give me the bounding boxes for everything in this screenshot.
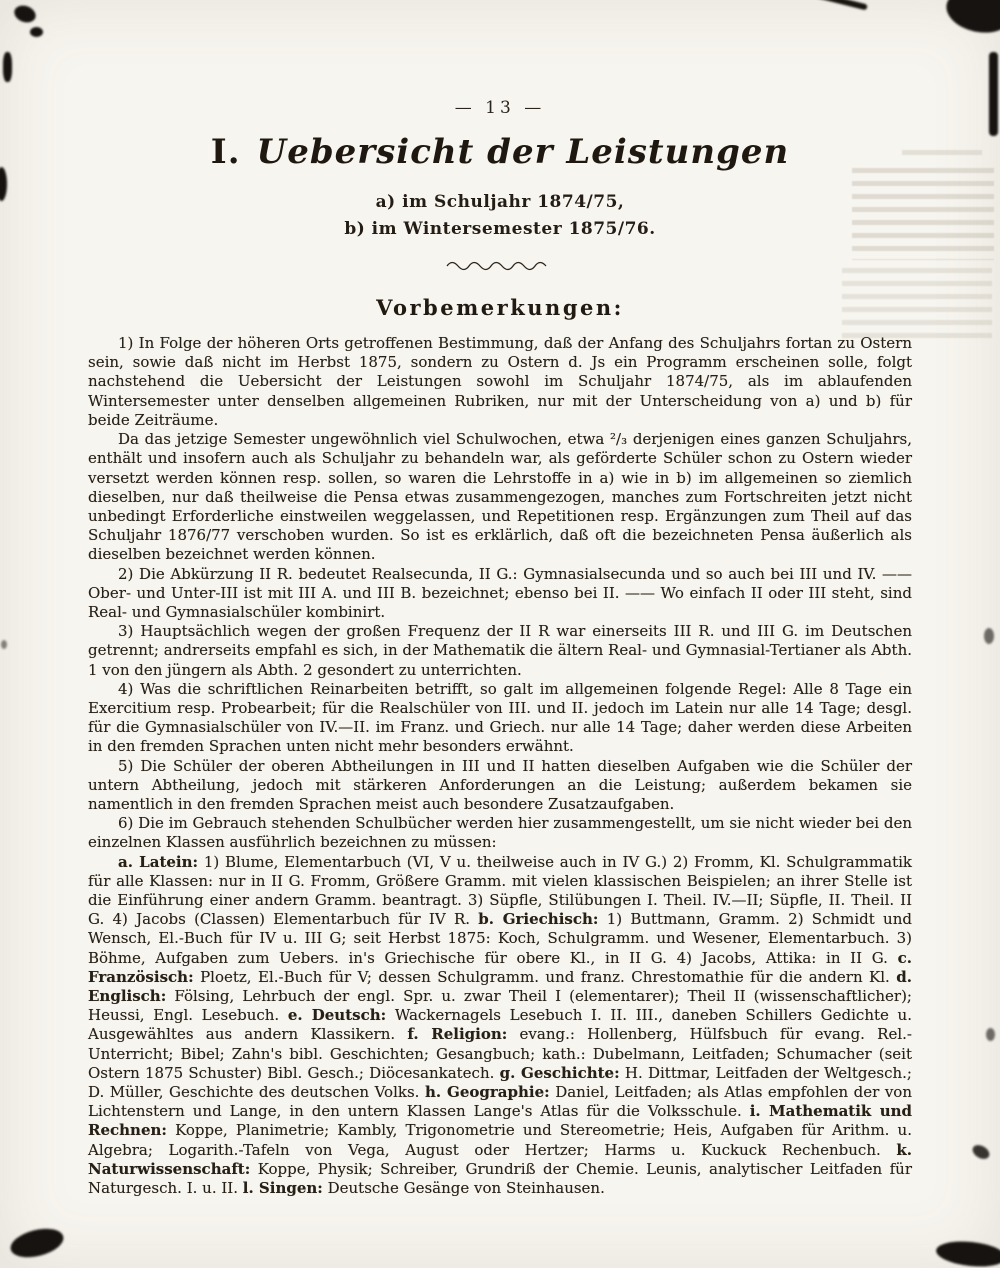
scan-artifact xyxy=(989,52,998,136)
scan-artifact xyxy=(942,0,1000,38)
book-category-text-griechisch: 1) Buttmann, Gramm. 2) Schmidt und Wensch, El.-Buch für IV u. III G; seit Herbst 1875: Koch, Schulgramm. und Wesener, Elementarbuch. 3) Böhme, Aufgaben zum Uebers. in's Griechische für obere Kl., in II G. 4) Jacobs, Attika: in II G. xyxy=(88,910,912,967)
scan-artifact xyxy=(30,27,43,37)
paragraph-1-continuation: Da das jetzige Semester ungewöhnlich viel Schulwochen, etwa ²/₃ derjenigen eines ganzen Schuljahrs, enthält und insofern auch als Schuljahr zu behandeln war, als geförderte Schüler schon zu Ostern wieder versetzt werden können resp. sollen, so waren die Lehrstoffe in a) wie in b) im allgemeinen so ziemlich dieselben, nur daß theilweise die Pensa etwas zusammengezogen, manches zum Fortschreiten jetzt nicht unbedingt Erforderliche einstweilen weggelassen, und Repetitionen resp. Ergänzungen zum Theil auf das Schuljahr 1876/77 verschoben wurden. So ist es erklärlich, daß oft die bezeichneten Pensa äußerlich als dieselben bezeichnet werden können. xyxy=(88,430,912,564)
schoolbook-list-paragraph xyxy=(88,853,912,1199)
scan-artifact xyxy=(0,167,7,201)
book-category-text-mathematik: Koppe, Planimetrie; Kambly, Trigonometrie und Stereometrie; Heis, Aufgaben für Arithm. u. Algebra; Logarith.-Tafeln von Vega, August oder Hertzer; Harms u. Kuckuck Rechenbuch. xyxy=(88,1121,912,1159)
book-category-label-geschichte: g. Geschichte: xyxy=(499,1063,620,1082)
squiggle-line-icon xyxy=(445,261,555,271)
scan-artifact xyxy=(806,0,868,10)
book-category-label-latein: a. Latein: xyxy=(118,852,199,871)
scan-artifact xyxy=(970,1142,992,1161)
book-category-label-singen: l. Singen: xyxy=(242,1179,323,1198)
squiggle-divider xyxy=(88,256,912,275)
book-category-label-franzoesisch: c. Französisch: xyxy=(88,948,912,986)
paragraph-2: 2) Die Abkürzung II R. bedeutet Realsecunda, II G.: Gymnasialsecunda und so auch bei III und IV. —— Ober- und Unter-III ist mit III A. und III B. bezeichnet; ebenso bei II. —— Wo einfach II oder III steht, sind Real- und Gymnasialschüler kombinirt. xyxy=(88,564,912,621)
bleed-through-text xyxy=(902,150,982,162)
paragraph-3: 3) Hauptsächlich wegen der großen Frequenz der II R war einerseits III R. und III G. im Deutschen getrennt; andrerseits empfahl es sich, in der Mathematik die ältern Real- und Gymnasial-Tertianer als Abth. 1 von den jüngern als Abth. 2 gesondert zu unterrichten. xyxy=(88,622,912,679)
book-category-label-mathematik: i. Mathematik und Rechnen: xyxy=(88,1102,912,1140)
book-category-text-singen: Deutsche Gesänge von Steinhausen. xyxy=(327,1179,605,1198)
scan-artifact xyxy=(984,628,994,644)
book-category-text-religion: evang.: Hollenberg, Hülfsbuch für evang. Rel.-Unterricht; Bibel; Zahn's bibl. Geschichten; Gesangbuch; kath.: Dubelmann, Leitfaden; Schumacher (seit Ostern 1875 Schuster) Bibl. Gesch.; Diöcesankatech. xyxy=(88,1025,912,1082)
book-category-label-geographie: h. Geographie: xyxy=(424,1083,550,1101)
scan-artifact xyxy=(986,1028,995,1041)
subtitle-wintersemester: b) im Wintersemester 1875/76. xyxy=(344,218,656,239)
scan-artifact xyxy=(935,1238,1000,1268)
paragraph-6-intro: 6) Die im Gebrauch stehenden Schulbücher werden hier zusammengestellt, um sie nicht wieder bei den einzelnen Klassen ausführlich bezeichnen zu müssen: xyxy=(88,814,912,852)
paragraph-5: 5) Die Schüler der oberen Abtheilungen in III und II hatten dieselben Aufgaben wie die Schüler der untern Abtheilung, jedoch mit stärkeren Anforderungen an die Leistung; außerdem bekamen sie namentlich in den fremden Sprachen meist auch besondere Zusatzaufgaben. xyxy=(88,756,912,813)
scan-artifact xyxy=(12,3,38,26)
book-category-label-griechisch: b. Griechisch: xyxy=(478,910,599,929)
page-title xyxy=(88,134,912,171)
subtitle-schuljahr: a) im Schuljahr 1874/75, xyxy=(375,192,625,213)
book-category-text-franzoesisch: Ploetz, El.-Buch für V; dessen Schulgramm. und franz. Chrestomathie für die andern Kl. xyxy=(200,967,890,986)
book-category-text-latein: 1) Blume, Elementarbuch (VI, V u. theilweise auch in IV G.) 2) Fromm, Kl. Schulgrammatik für alle Klassen: nur in II G. Fromm, Größere Gramm. mit vielen klassischen Beispielen; an ihrer Stelle ist die Einführung einer andern Gramm. beantragt. 3) Süpfle, Stilübungen I. Theil. IV.—II; Süpfle, II. Theil. II G. 4) Jacobs (Classen) Elementarbuch für IV R. xyxy=(88,852,912,929)
book-category-label-englisch: d. Englisch: xyxy=(88,967,912,1005)
book-category-label-religion: f. Religion: xyxy=(407,1025,508,1044)
scan-artifact xyxy=(1,640,7,649)
book-category-label-deutsch: e. Deutsch: xyxy=(287,1006,387,1025)
section-title-text: Uebersicht der Leistungen xyxy=(256,132,790,172)
book-category-text-geschichte: H. Dittmar, Leitfaden der Weltgesch.; D. Müller, Geschichte des deutschen Volks. xyxy=(88,1063,912,1101)
book-category-text-naturwissenschaft: Koppe, Physik; Schreiber, Grundriß der Chemie. Leunis, analytischer Leitfaden für Naturgesch. I. u. II. xyxy=(88,1159,912,1198)
page-content xyxy=(88,98,912,1198)
book-category-text-geographie: Daniel, Leitfaden; als Atlas empfohlen der von Lichtenstern und Lange, in den untern Klassen Lange's Atlas für die Volksschule. xyxy=(88,1083,912,1121)
book-category-text-englisch: Fölsing, Lehrbuch der engl. Spr. u. zwar Theil I (elementarer); Theil II (wissenschaftlicher); Heussi, Engl. Lesebuch. xyxy=(88,986,912,1025)
paragraph-1: 1) In Folge der höheren Orts getroffenen Bestimmung, daß der Anfang des Schuljahrs fortan zu Ostern sein, sowie daß nicht im Herbst 1875, sondern zu Ostern d. Js ein Programm erscheinen solle, folgt nachstehend die Uebersicht der Leistungen sowohl im Schuljahr 1874/75, als im ablaufenden Wintersemester unter denselben allgemeinen Rubriken, nur mit der Unterscheidung von a) und b) für beide Zeiträume. xyxy=(88,334,912,429)
book-category-text-deutsch: Wackernagels Lesebuch I. II. III., daneben Schillers Gedichte u. Ausgewähltes aus andern Klassikern. xyxy=(88,1006,912,1044)
scan-artifact xyxy=(3,52,12,82)
section-heading: Vorbemerkungen: xyxy=(376,295,624,321)
scan-artifact xyxy=(8,1224,67,1262)
section-numeral: I. xyxy=(210,132,241,172)
book-category-label-naturwissenschaft: k. Naturwissenschaft: xyxy=(88,1140,912,1178)
page-number: — 13 — xyxy=(454,98,546,118)
paragraph-4: 4) Was die schriftlichen Reinarbeiten betrifft, so galt im allgemeinen folgende Regel: Alle 8 Tage ein Exercitium resp. Probearbeit; für die Realschüler von III. und II. jedoch im Latein nur alle 14 Tage; desgl. für die Gymnasialschüler von IV.—II. im Franz. und Griech. nur alle 14 Tage; daher werden diese Arbeiten in den fremden Sprachen unten nicht mehr besonders erwähnt. xyxy=(88,679,912,756)
